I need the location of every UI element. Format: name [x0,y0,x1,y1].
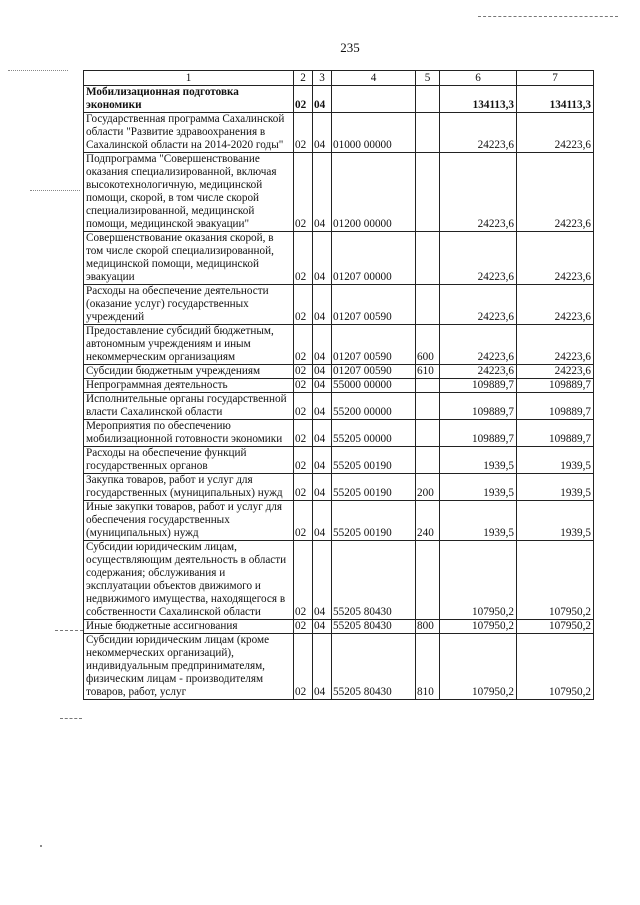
row-amount-1-cell: 24223,6 [440,153,517,232]
row-amount-2-cell: 109889,7 [517,379,594,393]
row-subsection-cell: 04 [313,620,332,634]
row-subsection-cell: 04 [313,365,332,379]
scan-rule-top-right [478,16,618,17]
row-amount-2-cell: 24223,6 [517,325,594,365]
row-section-cell: 02 [294,447,313,474]
row-amount-1-cell: 24223,6 [440,325,517,365]
row-section-cell: 02 [294,541,313,620]
header-cell: 6 [440,71,517,86]
row-expense-type-cell [416,86,440,113]
row-amount-1-cell: 1939,5 [440,447,517,474]
row-expense-type-cell [416,232,440,285]
row-amount-2-cell: 134113,3 [517,86,594,113]
row-name-cell: Расходы на обеспечение функций государственных органов [84,447,294,474]
row-code-cell: 01207 00000 [332,232,416,285]
row-amount-1-cell: 24223,6 [440,232,517,285]
row-amount-2-cell: 24223,6 [517,113,594,153]
row-code-cell: 55200 00000 [332,393,416,420]
row-name-cell: Непрограммная деятельность [84,379,294,393]
table-row [84,541,594,620]
scan-rule-left [8,70,68,71]
row-code-cell [332,86,416,113]
budget-table [83,70,594,700]
row-subsection-cell: 04 [313,420,332,447]
page-number: 235 [340,40,360,55]
row-name-cell: Субсидии бюджетным учреждениям [84,365,294,379]
row-subsection-cell: 04 [313,232,332,285]
row-name-cell: Предоставление субсидий бюджетным, автономным учреждениям и иным некоммерческим организациям [84,325,294,365]
row-name-cell: Субсидии юридическим лицам (кроме некоммерческих организаций), индивидуальным предпринимателям, физическим лицам - производителям товаров, работ, услуг [84,634,294,700]
row-section-cell: 02 [294,153,313,232]
row-expense-type-cell: 600 [416,325,440,365]
row-expense-type-cell [416,285,440,325]
row-subsection-cell: 04 [313,285,332,325]
row-amount-1-cell: 24223,6 [440,113,517,153]
row-name-cell: Исполнительные органы государственной власти Сахалинской области [84,393,294,420]
row-expense-type-cell: 800 [416,620,440,634]
table-row [84,86,594,113]
row-amount-1-cell: 109889,7 [440,393,517,420]
row-amount-1-cell: 24223,6 [440,365,517,379]
row-amount-2-cell: 1939,5 [517,501,594,541]
row-code-cell: 55205 00000 [332,420,416,447]
row-amount-1-cell: 109889,7 [440,379,517,393]
row-code-cell: 55205 80430 [332,541,416,620]
row-code-cell: 01207 00590 [332,325,416,365]
row-expense-type-cell [416,541,440,620]
row-subsection-cell: 04 [313,153,332,232]
header-cell: 3 [313,71,332,86]
row-subsection-cell: 04 [313,501,332,541]
row-section-cell: 02 [294,420,313,447]
table-row [84,420,594,447]
row-name-cell: Мероприятия по обеспечению мобилизационной готовности экономики [84,420,294,447]
row-name-cell: Совершенствование оказания скорой, в том числе скорой специализированной, медицинской помощи, медицинской эвакуации [84,232,294,285]
row-amount-2-cell: 1939,5 [517,474,594,501]
row-expense-type-cell [416,447,440,474]
table-row [84,325,594,365]
scan-rule-left-4 [60,718,82,719]
table-row [84,113,594,153]
row-name-cell: Иные закупки товаров, работ и услуг для обеспечения государственных (муниципальных) нужд [84,501,294,541]
table-row [84,365,594,379]
row-amount-1-cell: 107950,2 [440,541,517,620]
row-amount-1-cell: 107950,2 [440,620,517,634]
row-subsection-cell: 04 [313,325,332,365]
row-amount-1-cell: 107950,2 [440,634,517,700]
row-name-cell: Расходы на обеспечение деятельности (оказание услуг) государственных учреждений [84,285,294,325]
row-amount-2-cell: 24223,6 [517,153,594,232]
row-code-cell: 55205 80430 [332,634,416,700]
scan-rule-left-2 [30,190,80,191]
table-row [84,501,594,541]
row-subsection-cell: 04 [313,113,332,153]
row-name-cell: Иные бюджетные ассигнования [84,620,294,634]
scan-rule-left-3 [55,630,83,631]
row-code-cell: 01207 00590 [332,285,416,325]
header-cell: 4 [332,71,416,86]
row-expense-type-cell [416,420,440,447]
row-section-cell: 02 [294,393,313,420]
row-code-cell: 55205 00190 [332,501,416,541]
row-subsection-cell: 04 [313,86,332,113]
row-subsection-cell: 04 [313,379,332,393]
row-code-cell: 55205 00190 [332,474,416,501]
table-row [84,447,594,474]
row-section-cell: 02 [294,113,313,153]
row-subsection-cell: 04 [313,393,332,420]
row-subsection-cell: 04 [313,474,332,501]
table-row [84,232,594,285]
table-row [84,379,594,393]
row-expense-type-cell [416,113,440,153]
row-amount-2-cell: 109889,7 [517,393,594,420]
row-amount-2-cell: 24223,6 [517,285,594,325]
row-section-cell: 02 [294,501,313,541]
row-amount-1-cell: 134113,3 [440,86,517,113]
row-subsection-cell: 04 [313,447,332,474]
row-expense-type-cell: 200 [416,474,440,501]
row-amount-1-cell: 1939,5 [440,474,517,501]
row-code-cell: 01207 00590 [332,365,416,379]
row-name-cell: Подпрограмма "Совершенствование оказания специализированной, включая высокотехнологичную, медицинской помощи, скорой, в том числе скорой специализированной, медицинской помощи, медицинской эвакуации" [84,153,294,232]
header-cell: 1 [84,71,294,86]
row-subsection-cell: 04 [313,541,332,620]
row-section-cell: 02 [294,325,313,365]
row-code-cell: 55000 00000 [332,379,416,393]
row-code-cell: 55205 80430 [332,620,416,634]
table-row [84,153,594,232]
row-section-cell: 02 [294,379,313,393]
row-section-cell: 02 [294,620,313,634]
row-subsection-cell: 04 [313,634,332,700]
header-cell: 5 [416,71,440,86]
row-section-cell: 02 [294,285,313,325]
row-amount-2-cell: 24223,6 [517,232,594,285]
row-amount-1-cell: 24223,6 [440,285,517,325]
table-row [84,285,594,325]
row-amount-2-cell: 107950,2 [517,620,594,634]
row-amount-2-cell: 24223,6 [517,365,594,379]
row-name-cell: Субсидии юридическим лицам, осуществляющим деятельность в области содержания; обслуживания и эксплуатации объектов движимого и недвижимого имущества, находящегося в собственности Сахалинской области [84,541,294,620]
row-section-cell: 02 [294,365,313,379]
row-expense-type-cell [416,393,440,420]
row-section-cell: 02 [294,474,313,501]
row-amount-1-cell: 1939,5 [440,501,517,541]
header-cell: 7 [517,71,594,86]
row-expense-type-cell [416,379,440,393]
row-expense-type-cell [416,153,440,232]
row-amount-2-cell: 107950,2 [517,541,594,620]
row-expense-type-cell: 610 [416,365,440,379]
row-expense-type-cell: 240 [416,501,440,541]
row-amount-1-cell: 109889,7 [440,420,517,447]
row-code-cell: 01200 00000 [332,153,416,232]
row-name-cell: Мобилизационная подготовка экономики [84,86,294,113]
table-row [84,634,594,700]
row-amount-2-cell: 1939,5 [517,447,594,474]
header-row [84,71,594,86]
row-amount-2-cell: 107950,2 [517,634,594,700]
row-name-cell: Государственная программа Сахалинской области "Развитие здравоохранения в Сахалинской области на 2014-2020 годы" [84,113,294,153]
table-row [84,393,594,420]
table-row [84,620,594,634]
row-amount-2-cell: 109889,7 [517,420,594,447]
row-section-cell: 02 [294,232,313,285]
header-cell: 2 [294,71,313,86]
row-section-cell: 02 [294,86,313,113]
table-row [84,474,594,501]
row-section-cell: 02 [294,634,313,700]
row-code-cell: 55205 00190 [332,447,416,474]
scan-speck [40,845,42,847]
row-code-cell: 01000 00000 [332,113,416,153]
row-name-cell: Закупка товаров, работ и услуг для государственных (муниципальных) нужд [84,474,294,501]
row-expense-type-cell: 810 [416,634,440,700]
